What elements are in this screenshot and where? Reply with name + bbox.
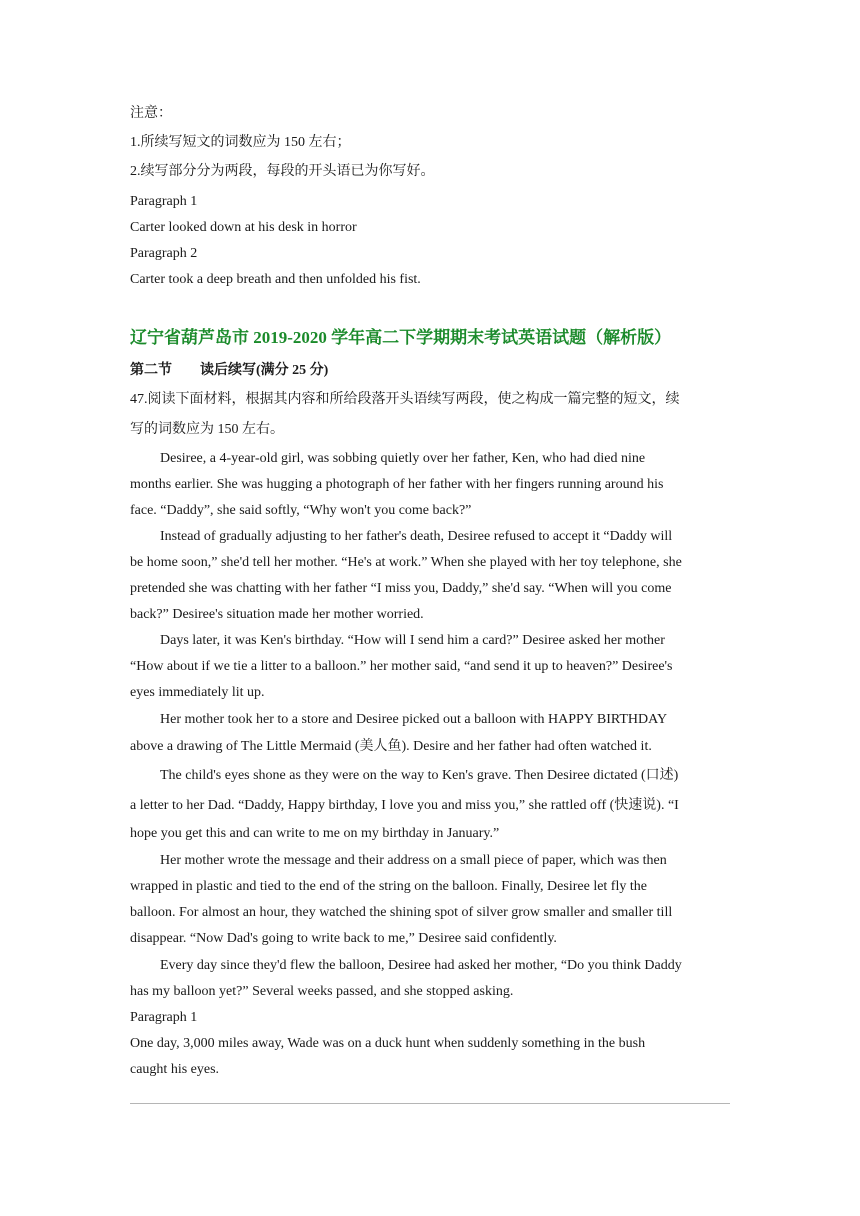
passage-line: Her mother wrote the message and their address on a small piece of paper, which was then — [160, 853, 667, 868]
passage-line: Days later, it was Ken's birthday. “How will I send him a card?” Desiree asked her mother — [160, 633, 665, 648]
paragraph-label: Paragraph 1 — [130, 1010, 198, 1025]
passage-line: balloon. For almost an hour, they watched the shining spot of silver grow smaller and smaller till — [130, 905, 673, 920]
passage-line: wrapped in plastic and tied to the end of the string on the balloon. Finally, Desiree let fly the — [130, 879, 647, 894]
passage-line: Her mother took her to a store and Desiree picked out a balloon with HAPPY BIRTHDAY — [160, 712, 668, 727]
paragraph-opening: Carter took a deep breath and then unfolded his fist. — [130, 272, 421, 287]
passage-line: be home soon,” she'd tell her mother. “He's at work.” When she played with her toy telephone, she — [130, 555, 682, 570]
passage-line: months earlier. She was hugging a photograph of her father with her fingers running around his — [130, 477, 664, 492]
passage-line: back?” Desiree's situation made her mother worried. — [130, 607, 424, 622]
passage-line: Desiree, a 4-year-old girl, was sobbing quietly over her father, Ken, who had died nine — [160, 451, 646, 466]
passage-line: eyes immediately lit up. — [130, 685, 265, 700]
footer-divider — [130, 1103, 730, 1104]
passage-line: pretended she was chatting with her father “I miss you, Daddy,” she'd say. “When will you come — [130, 581, 672, 596]
passage-line: a letter to her Dad. “Daddy, Happy birthday, I love you and miss you,” she rattled off (快速说). “I — [130, 798, 679, 813]
section-subtitle: 第二节 读后续写(满分 25 分) — [130, 363, 329, 378]
passage-line: disappear. “Now Dad's going to write back to me,” Desiree said confidently. — [130, 931, 557, 946]
paragraph-label: Paragraph 1 — [130, 194, 198, 209]
notice-item: 1.所续写短文的词数应为 150 左右； — [130, 135, 351, 150]
notice-item: 2.续写部分分为两段，每段的开头语已为你写好。 — [130, 164, 435, 179]
notice-heading: 注意： — [130, 106, 172, 121]
continuation-line: One day, 3,000 miles away, Wade was on a duck hunt when suddenly something in the bush — [130, 1036, 646, 1051]
continuation-line: caught his eyes. — [130, 1062, 220, 1077]
question-instruction: 47.阅读下面材料，根据其内容和所给段落开头语续写两段，使之构成一篇完整的短文，续 — [130, 392, 680, 407]
passage-line: face. “Daddy”, she said softly, “Why won't you come back?” — [130, 503, 472, 518]
passage-line: above a drawing of The Little Mermaid (美人鱼). Desire and her father had often watched it. — [130, 739, 652, 754]
passage-line: The child's eyes shone as they were on the way to Ken's grave. Then Desiree dictated (口述) — [160, 768, 679, 783]
paragraph-opening: Carter looked down at his desk in horror — [130, 220, 357, 235]
paragraph-label: Paragraph 2 — [130, 246, 198, 261]
passage-line: Instead of gradually adjusting to her father's death, Desiree refused to accept it “Daddy will — [160, 529, 673, 544]
question-instruction: 写的词数应为 150 左右。 — [130, 422, 284, 437]
passage-line: hope you get this and can write to me on my birthday in January.” — [130, 826, 500, 841]
passage-line: Every day since they'd flew the balloon, Desiree had asked her mother, “Do you think Daddy — [160, 958, 682, 973]
passage-line: “How about if we tie a litter to a balloon.” her mother said, “and send it up to heaven?” Desiree's — [130, 659, 673, 674]
exam-title: 辽宁省葫芦岛市 2019-2020 学年高二下学期期末考试英语试题（解析版） — [130, 328, 672, 347]
passage-line: has my balloon yet?” Several weeks passed, and she stopped asking. — [130, 984, 514, 999]
